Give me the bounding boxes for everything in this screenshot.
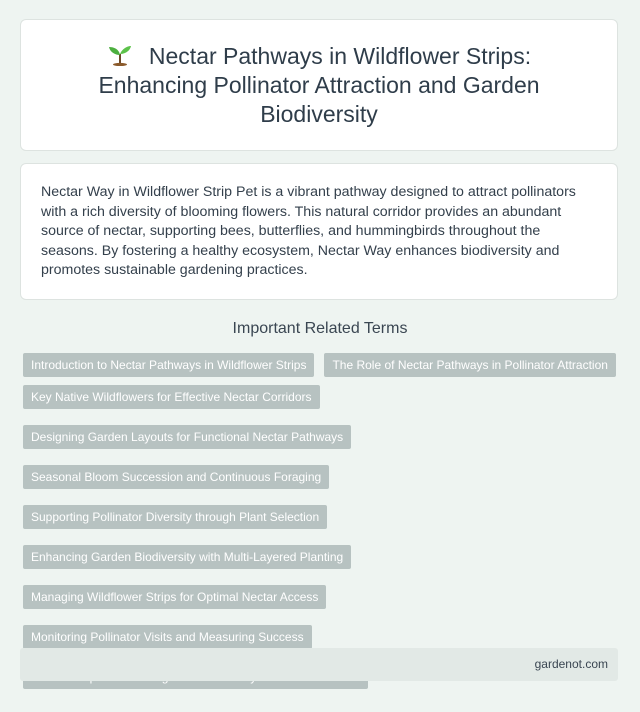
related-term-tag[interactable]: Key Native Wildflowers for Effective Nectar Corridors (23, 385, 320, 409)
related-term-tag[interactable]: Supporting Pollinator Diversity through Plant Selection (23, 505, 327, 529)
footer-site-link[interactable]: gardenot.com (534, 657, 608, 671)
related-terms-heading: Important Related Terms (232, 320, 408, 337)
related-term-tag[interactable]: Enhancing Garden Biodiversity with Multi-Layered Planting (23, 545, 351, 569)
title-card (20, 19, 618, 151)
description-card (20, 163, 618, 300)
page-title-text: Nectar Pathways in Wildflower Strips: Enhancing Pollinator Attraction and Garden Biodiversity (98, 42, 540, 127)
page-title (59, 42, 579, 129)
footer (20, 648, 618, 681)
related-term-tag[interactable]: Seasonal Bloom Succession and Continuous Foraging (23, 465, 329, 489)
related-term-tag[interactable]: The Role of Nectar Pathways in Pollinator Attraction (324, 353, 615, 377)
related-term-tag[interactable]: Monitoring Pollinator Visits and Measuring Success (23, 625, 312, 649)
description-text: Nectar Way in Wildflower Strip Pet is a vibrant pathway designed to attract pollinators with a rich diversity of blooming flowers. This natural corridor provides an abundant source of nectar, supporting bees, butterflies, and hummingbirds throughout the seasons. By fostering a healthy ecosystem, Nectar Way enhances biodiversity and promotes sustainable gardening practices. (41, 184, 576, 279)
related-term-tag[interactable]: Introduction to Nectar Pathways in Wildflower Strips (23, 353, 314, 377)
related-terms-list (23, 353, 623, 689)
related-term-tag[interactable]: Managing Wildflower Strips for Optimal Nectar Access (23, 585, 326, 609)
seedling-icon (107, 44, 133, 66)
related-term-tag[interactable]: Designing Garden Layouts for Functional Nectar Pathways (23, 425, 351, 449)
